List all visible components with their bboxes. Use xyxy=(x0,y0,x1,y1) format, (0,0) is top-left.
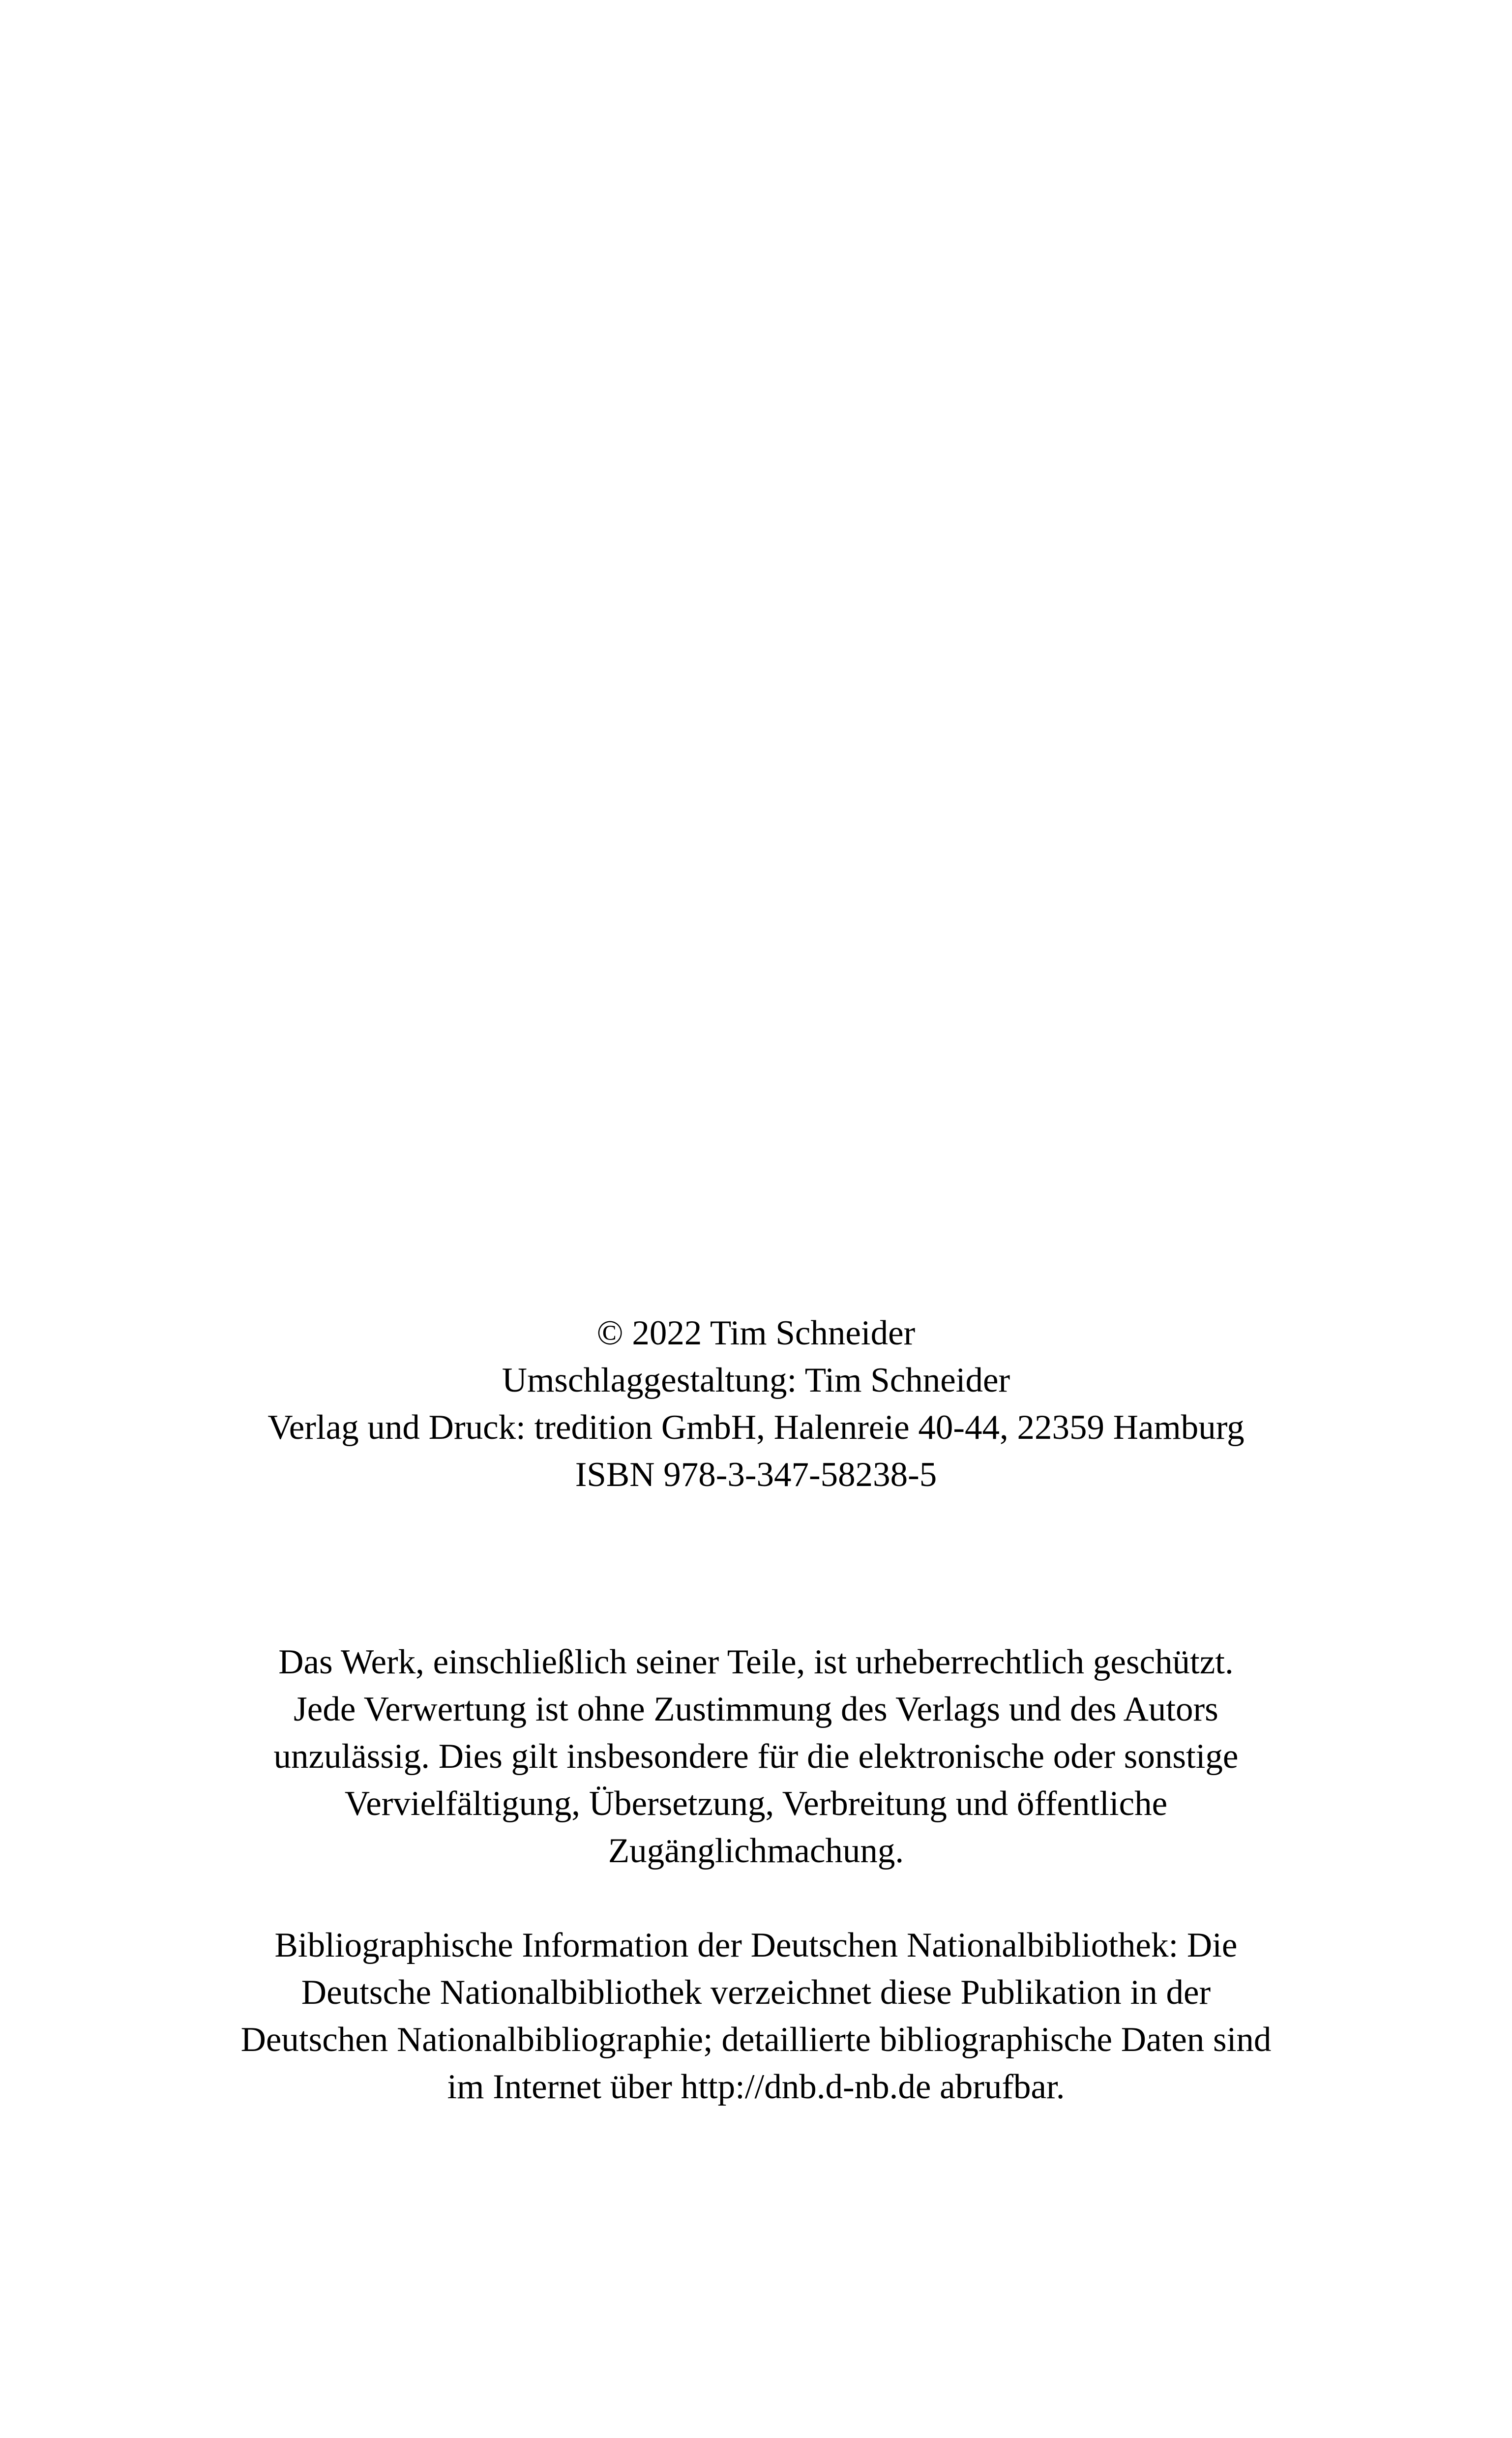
rights-line: Das Werk, einschließlich seiner Teile, ist urheberrechtlich geschützt. xyxy=(278,1643,1234,1681)
rights-line: Jede Verwertung ist ohne Zustimmung des Verlags und des Autors xyxy=(294,1690,1218,1728)
rights-line: unzulässig. Dies gilt insbesondere für die elektronische oder sonstige xyxy=(273,1737,1239,1776)
rights-line: Zugänglichmachung. xyxy=(608,1832,904,1870)
imprint-block xyxy=(0,1309,1512,1498)
copyright-line: © 2022 Tim Schneider xyxy=(596,1314,916,1352)
bibliography-line: Deutschen Nationalbibliographie; detaillierte bibliographische Daten sind xyxy=(240,2021,1272,2059)
rights-line: Vervielfältigung, Übersetzung, Verbreitung und öffentliche xyxy=(344,1784,1168,1823)
bibliographic-information xyxy=(0,1922,1512,2111)
bibliography-line: Deutsche Nationalbibliothek verzeichnet diese Publikation in der xyxy=(301,1973,1211,2012)
rights-notice xyxy=(0,1638,1512,1874)
cover-design-line: Umschlaggestaltung: Tim Schneider xyxy=(502,1361,1010,1399)
bibliography-line: im Internet über http://dnb.d-nb.de abrufbar. xyxy=(447,2068,1065,2106)
isbn-line: ISBN 978-3-347-58238-5 xyxy=(575,1456,937,1494)
publisher-line: Verlag und Druck: tredition GmbH, Halenreie 40-44, 22359 Hamburg xyxy=(267,1408,1245,1447)
bibliography-line: Bibliographische Information der Deutschen Nationalbibliothek: Die xyxy=(274,1926,1238,1964)
